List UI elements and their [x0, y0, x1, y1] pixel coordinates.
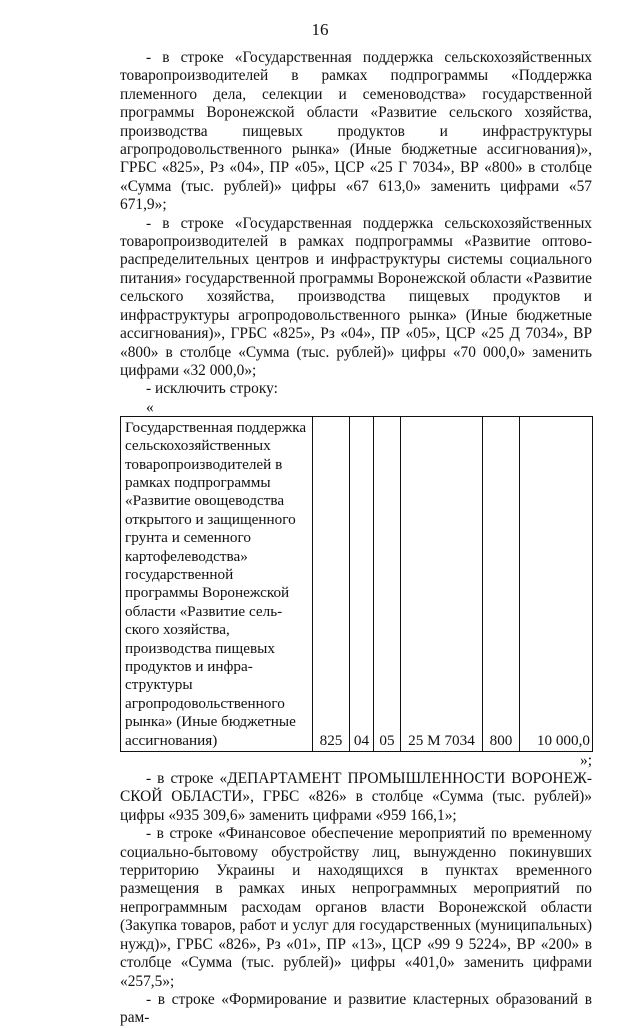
amount-cell: 10 000,0	[520, 416, 593, 751]
vr-cell: 800	[483, 416, 520, 751]
rz-cell: 04	[350, 416, 374, 751]
closing-quote: »;	[580, 752, 592, 770]
grbs-cell: 825	[313, 416, 350, 751]
exclude-row-instruction: - исключить строку:	[146, 380, 278, 398]
excluded-budget-row-table	[120, 416, 593, 752]
amendment-paragraph: - в строке «ДЕПАРТАМЕНТ ПРОМЫШЛЕННОСТИ ВОРОНЕЖСКОЙ ОБЛАСТИ», ГРБС «826» в столбце «Сумма (тыс. рублей)» цифры «935 309,6» заменить цифрами «959 166,1»;	[120, 770, 592, 824]
amendment-paragraph: - в строке «Государственная поддержка сельскохозяйственных товаропроизводителей в рамках подпрограммы «Поддержка племенного дела, селекции и семеноводства» государственной программы Воронежской области «Развитие сельского хозяйства, производства пищевых продуктов и инфраструктуры агропродовольственного рынка» (Иные бюджетные ассигнования)», ГРБС «825», Рз «04», ПР «05», ЦСР «25 Г 7034», ВР «800» в столбце «Сумма (тыс. рублей)» цифры «67 613,0» заменить цифрами «57 671,9»;	[120, 49, 592, 214]
opening-quote: «	[146, 398, 154, 416]
pr-cell: 05	[374, 416, 401, 751]
row-description: Государственная поддержка сельскохозяйственных товаропроизводителей в рамках подпрограммы «Развитие овощеводства открытого и защищенного грунта и семенного картофелеводства» государственной программы Воронежской области «Развитие сельского хозяйства, производства пищевых продуктов и инфраструктуры агропродовольственного рынка» (Иные бюджетные ассигнования)	[121, 416, 313, 751]
table-row	[121, 416, 593, 751]
document-body	[120, 49, 592, 1028]
csr-cell: 25 М 7034	[401, 416, 483, 751]
page-number: 16	[311, 20, 329, 39]
amendment-paragraph: - в строке «Государственная поддержка сельскохозяйственных товаропроизводителей в рамках подпрограммы «Развитие оптово-распределительных центров и инфраструктуры системы социального питания» государственной программы Воронежской области «Развитие сельского хозяйства, производства пищевых продуктов и инфраструктуры агропродовольственного рынка» (Иные бюджетные ассигнования)», ГРБС «825», Рз «04», ПР «05», ЦСР «25 Д 7034», ВР «800» в столбце «Сумма (тыс. рублей)» цифры «70 000,0» заменить цифрами «32 000,0»;	[120, 214, 592, 379]
amendment-paragraph: - в строке «Формирование и развитие кластерных образований в рам-	[120, 990, 592, 1027]
amendment-paragraph: - в строке «Финансовое обеспечение мероприятий по временному социально-бытовому обустройству лиц, вынужденно покинувших территорию Украины и находящихся в пунктах временного размещения в рамках иных непрограммных мероприятий по непрограммным расходам органов власти Воронежской области (Закупка товаров, работ и услуг для государственных (муниципальных) нужд)», ГРБС «826», Рз «01», ПР «13», ЦСР «99 9 5224», ВР «200» в столбце «Сумма (тыс. рублей)» цифры «401,0» заменить цифрами «257,5»;	[120, 825, 592, 990]
